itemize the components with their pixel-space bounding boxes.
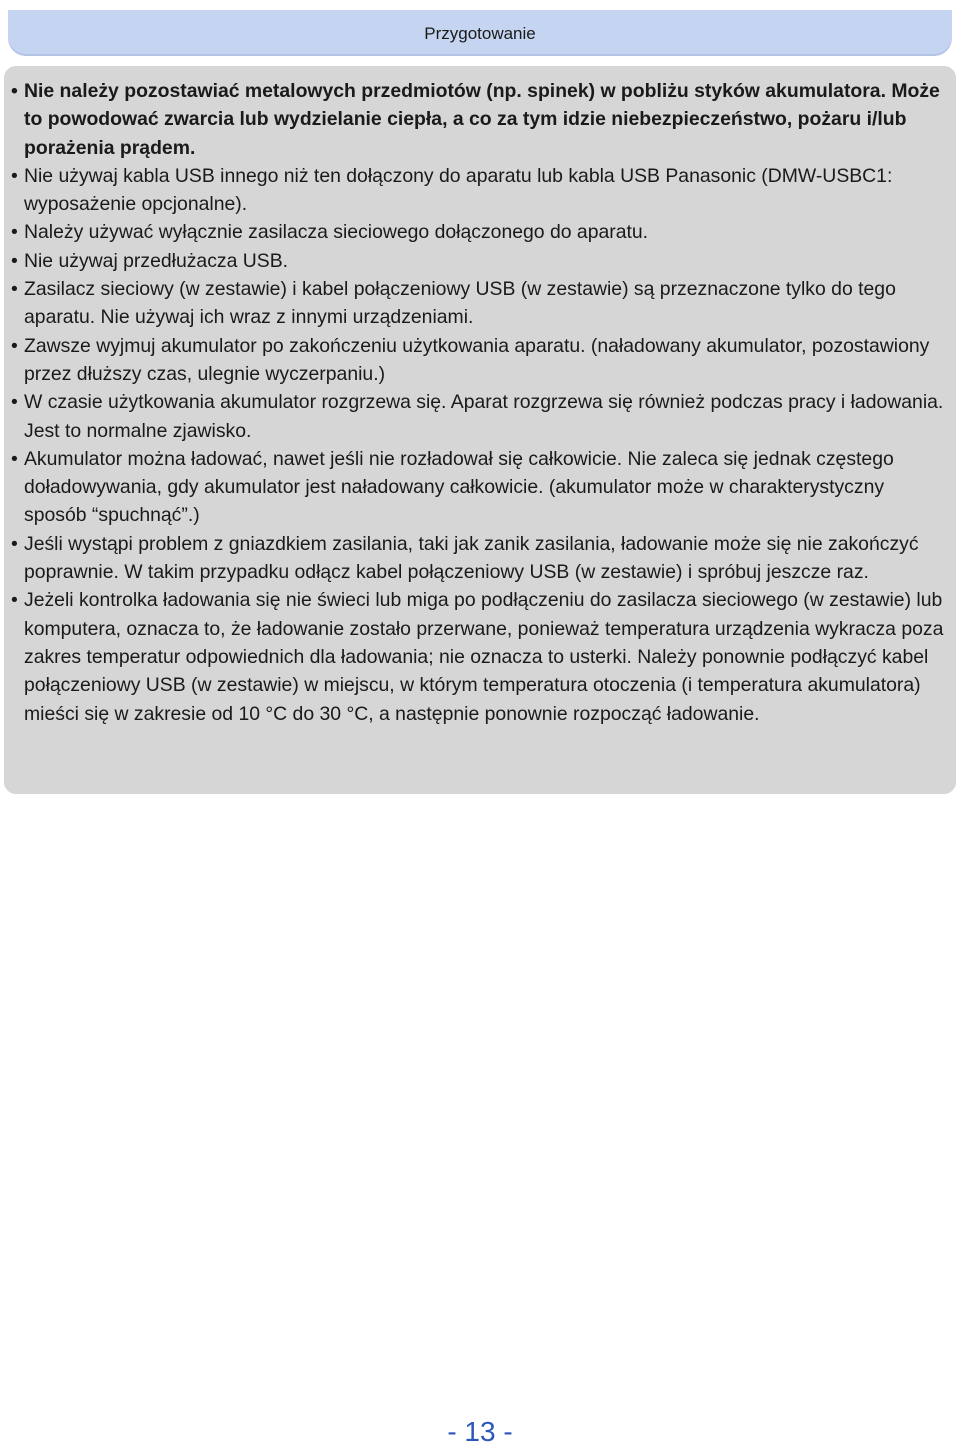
bullet-icon: • (11, 80, 18, 102)
note-text: Nie używaj przedłużacza USB. (24, 249, 289, 272)
note-text: W czasie użytkowania akumulator rozgrzewa się. Aparat rozgrzewa się również podczas pracy i ładowania. Jest to normalne zjawisko. (24, 391, 944, 442)
notes-list (12, 77, 948, 728)
bullet-icon: • (11, 221, 18, 244)
note-text: Jeśli wystąpi problem z gniazdkiem zasilania, taki jak zanik zasilania, ładowanie może się nie zakończyć poprawnie. W takim przypadku odłącz kabel połączeniowy USB (w zestawie) i spróbuj jeszcze raz. (24, 532, 919, 584)
note-item (12, 275, 948, 332)
note-item (12, 388, 948, 445)
bullet-icon: • (11, 391, 18, 414)
note-item (12, 218, 948, 246)
note-item (12, 162, 948, 219)
bullet-icon: • (11, 334, 18, 357)
bullet-icon: • (11, 249, 18, 272)
note-item (12, 247, 948, 275)
bullet-icon: • (11, 278, 18, 301)
note-item (12, 77, 948, 162)
section-title: Przygotowanie (424, 24, 536, 43)
note-text: Zawsze wyjmuj akumulator po zakończeniu użytkowania aparatu. (naładowany akumulator, pozostawiony przez dłuższy czas, ulegnie wyczerpaniu.) (24, 334, 930, 385)
page-number: - 13 - (447, 1416, 513, 1447)
bullet-icon: • (11, 532, 18, 555)
note-item (12, 332, 948, 389)
note-item (12, 530, 948, 587)
note-text: Zasilacz sieciowy (w zestawie) i kabel połączeniowy USB (w zestawie) są przeznaczone tylko do tego aparatu. Nie używaj ich wraz z innymi urządzeniami. (24, 278, 896, 329)
notes-panel (4, 66, 956, 794)
bullet-icon: • (11, 164, 18, 187)
note-text: Należy używać wyłącznie zasilacza sieciowego dołączonego do aparatu. (24, 221, 649, 244)
note-item (12, 586, 948, 727)
note-text: Akumulator można ładować, nawet jeśli nie rozładował się całkowicie. Nie zaleca się jednak częstego doładowywania, gdy akumulator jest naładowany całkowicie. (akumulator może w charakterystyczny sposób “spuchnąć”.) (24, 447, 894, 527)
note-text: Nie używaj kabla USB innego niż ten dołączony do aparatu lub kabla USB Panasonic (DMW-USBC1: wyposażenie opcjonalne). (24, 164, 893, 216)
note-item (12, 445, 948, 530)
note-text: Nie należy pozostawiać metalowych przedmiotów (np. spinek) w pobliżu styków akumulatora. Może to powodować zwarcia lub wydzielanie ciepła, a co za tym idzie niebezpieczeństwo, pożaru i/lub porażenia prądem. (24, 80, 940, 159)
bullet-icon: • (11, 589, 18, 612)
note-text: Jeżeli kontrolka ładowania się nie świeci lub miga po podłączeniu do zasilacza sieciowego (w zestawie) lub komputera, oznacza to, że ładowanie zostało przerwane, ponieważ temperatura urządzenia wykracza poza zakres temperatur odpowiednich dla ładowania; nie oznacza to usterki. Należy ponownie podłączyć kabel połączeniowy USB (w zestawie) w miejscu, w którym temperatura otoczenia (i temperatura akumulatora) mieści się w zakresie od 10 °C do 30 °C, a następnie ponownie rozpocząć ładowanie. (24, 589, 944, 725)
bullet-icon: • (11, 447, 18, 470)
